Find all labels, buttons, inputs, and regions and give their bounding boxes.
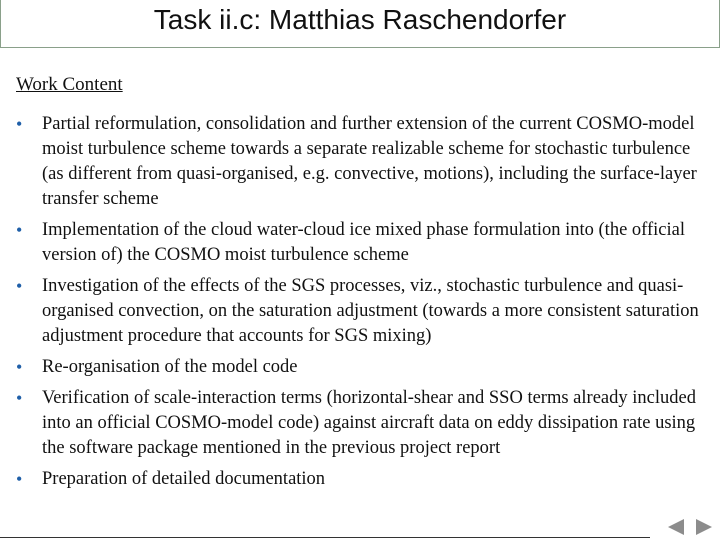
bullet-item <box>16 355 706 380</box>
bullet-icon: • <box>16 388 23 408</box>
footer-divider <box>0 537 650 538</box>
section-heading: Work Content <box>16 74 123 95</box>
bullet-list <box>16 112 706 498</box>
bullet-text: Partial reformulation, consolidation and further extension of the current COSMO-model moist turbulence scheme towards a separate realizable scheme for stochastic turbulence (as different from quasi-organised, e.g. convective, motions), including the surface-layer transfer scheme <box>42 114 697 209</box>
bullet-icon: • <box>16 220 23 240</box>
bullet-icon: • <box>16 114 23 134</box>
bullet-item <box>16 218 706 268</box>
bullet-icon: • <box>16 357 23 377</box>
previous-slide-icon[interactable] <box>666 518 686 536</box>
title-bar <box>0 0 720 48</box>
bullet-text: Preparation of detailed documentation <box>42 469 326 489</box>
next-slide-icon[interactable] <box>694 518 714 536</box>
bullet-icon: • <box>16 469 23 489</box>
bullet-item <box>16 274 706 349</box>
bullet-item <box>16 112 706 212</box>
bullet-item <box>16 386 706 461</box>
bullet-text: Re-organisation of the model code <box>42 357 298 377</box>
bullet-text: Verification of scale-interaction terms (horizontal-shear and SSO terms already included into an official COSMO-model code) against aircraft data on eddy dissipation rate using the software package mentioned in the previous project report <box>42 388 696 458</box>
bullet-icon: • <box>16 276 23 296</box>
slide-navigation <box>666 518 714 536</box>
slide-title: Task ii.c: Matthias Raschendorfer <box>153 4 567 35</box>
bullet-text: Implementation of the cloud water-cloud ice mixed phase formulation into (the official version of) the COSMO moist turbulence scheme <box>42 220 685 265</box>
bullet-text: Investigation of the effects of the SGS processes, viz., stochastic turbulence and quasi-organised convection, on the saturation adjustment (towards a more consistent saturation adjustment procedure that accounts for SGS mixing) <box>42 276 699 346</box>
bullet-item <box>16 467 706 492</box>
